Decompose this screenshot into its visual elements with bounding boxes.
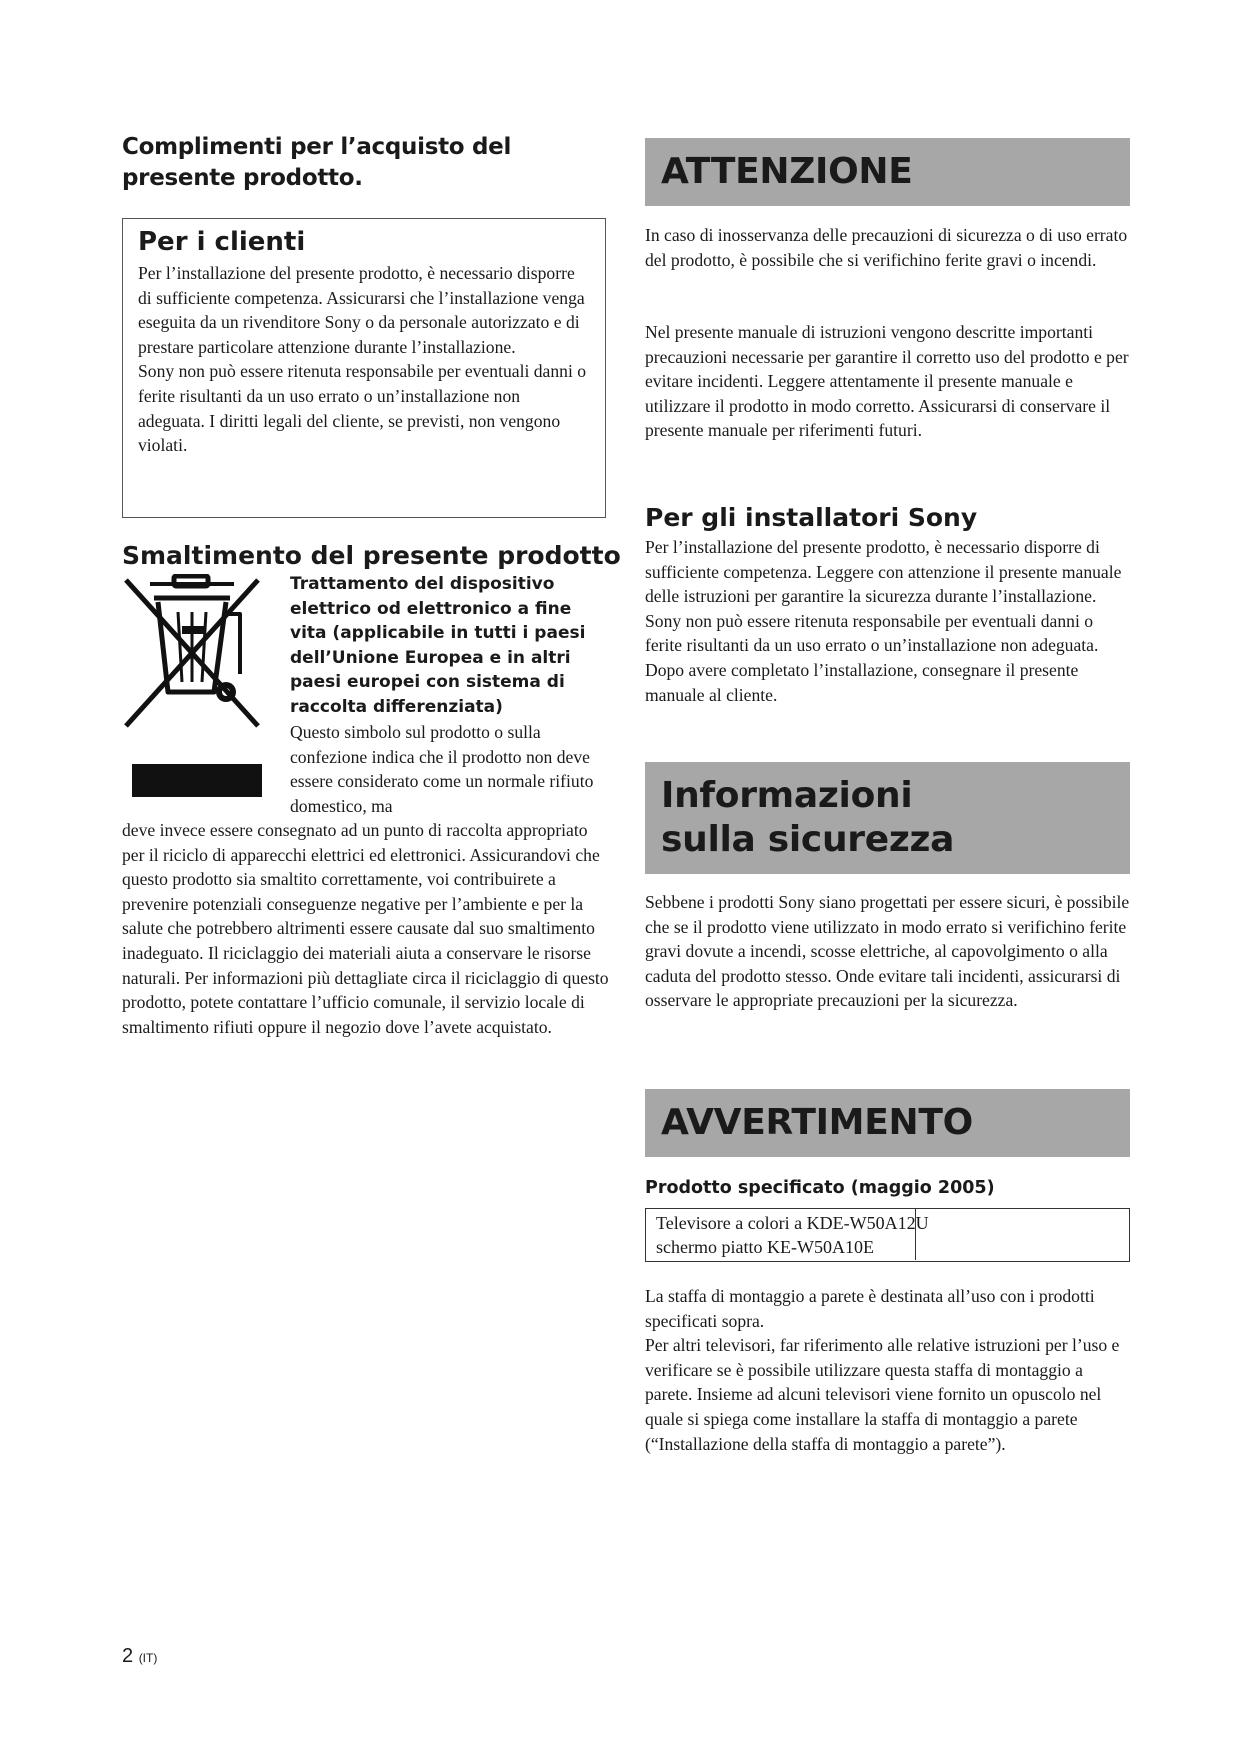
page-number (122, 1644, 157, 1670)
intro-title: Complimenti per l’acquisto del presente prodotto. (122, 134, 512, 191)
product-table (645, 1208, 1130, 1262)
crossed-out-wheelie-bin-icon (122, 574, 262, 734)
weee-subheading: Trattamento del dispositivo elettrico od elettronico a fine vita (applicabile in tutti i paesi dell’Unione Europea e in altri paesi europei con sistema di raccolta differenziata) (290, 574, 586, 717)
attenzione-banner-title: ATTENZIONE (661, 151, 913, 192)
product-line-2: schermo piatto KE-W50A10E (656, 1237, 874, 1257)
installatori-paragraph: Per l’installazione del presente prodotto, è necessario disporre di sufficiente competenza. Leggere con attenzione il presente manuale delle istruzioni per garantire la sicurezza durante l’installazione. Sony non può essere ritenuta responsabile per eventuali danni o ferite risultanti da un uso errato o un’installazione non adeguata. Dopo avere completato l’installazione, consegnare il presente manuale al cliente. (645, 537, 1122, 705)
avvertimento-paragraph-2: Per altri televisori, far riferimento alle relative istruzioni per l’uso e verificare se è possibile utilizzare questa staffa di montaggio a parete. Insieme ad alcuni televisori viene fornito un opuscolo nel quale si spiega come installare la staffa di montaggio a parete (“Installazione della staffa di montaggio a parete”). (645, 1335, 1120, 1454)
avvertimento-banner-title: AVVERTIMENTO (661, 1102, 973, 1143)
weee-paragraph-continued: deve invece essere consegnato ad un punto di raccolta appropriato per il riciclo di apparecchi elettrici ed elettronici. Assicurandovi che questo prodotto sia smaltito correttamente, voi contribuirete a prevenire potenziali conseguenze negative per l’ambiente e per la salute che potrebbero altrimenti essere causate dal suo smaltimento inadeguato. Il riciclaggio dei materiali aiuta a conservare le risorse naturali. Per informazioni più dettagliate circa il riciclaggio di questo prodotto, potete contattare l’ufficio comunale, il servizio locale di smaltimento rifiuti oppure il negozio dove l’avete acquistato. (122, 820, 609, 1037)
avvertimento-text (645, 1284, 1130, 1456)
clienti-box (122, 218, 606, 518)
clienti-heading: Per i clienti (138, 227, 306, 257)
avvertimento-banner (645, 1089, 1130, 1157)
page-language-code: (IT) (138, 1651, 158, 1665)
avvertimento-paragraph-1: La staffa di montaggio a parete è destinata all’uso con i prodotti specificati sopra. (645, 1286, 1095, 1331)
smaltimento-heading: Smaltimento del presente prodotto (122, 541, 621, 570)
product-cell (646, 1209, 929, 1260)
sicurezza-banner (645, 762, 1130, 874)
installatori-heading: Per gli installatori Sony (645, 503, 978, 532)
sicurezza-banner-title: Informazioni sulla sicurezza (661, 775, 955, 860)
weee-black-bar (132, 764, 262, 797)
attenzione-banner (645, 138, 1130, 206)
attenzione-paragraph-2: Nel presente manuale di istruzioni vengono descritte importanti precauzioni necessarie per garantire il corretto uso del prodotto e per evitare incidenti. Leggere attentamente il presente manuale e utilizzare il prodotto in modo corretto. Assicurarsi di conservare il presente manuale per riferimenti futuri. (645, 322, 1129, 441)
clienti-paragraph-2: Sony non può essere ritenuta responsabile per eventuali danni o ferite risultanti da un uso errato o un’installazione non adeguata. I diritti legali del cliente, se previsti, non vengono violati. (138, 361, 587, 456)
attenzione-paragraph-1: In caso di inosservanza delle precauzioni di sicurezza o di uso errato del prodotto, è possibile che si verifichino ferite gravi o incendi. (645, 225, 1128, 270)
product-line-1: Televisore a colori a KDE-W50A12U (656, 1213, 929, 1233)
weee-paragraph-start: Questo simbolo sul prodotto o sulla confezione indica che il prodotto non deve essere considerato come un normale rifiuto domestico, ma (290, 722, 594, 816)
product-heading: Prodotto specificato (maggio 2005) (645, 1178, 995, 1198)
page-number-value: 2 (122, 1645, 134, 1667)
sicurezza-paragraph: Sebbene i prodotti Sony siano progettati per essere sicuri, è possibile che se il prodotto viene utilizzato in modo errato si verifichino ferite gravi dovute a incendi, scosse elettriche, al capovolgimento o alla caduta del prodotto stesso. Onde evitare tali incidenti, assicurarsi di osservare le appropriate precauzioni per la sicurezza. (645, 892, 1130, 1011)
clienti-paragraph-1: Per l’installazione del presente prodotto, è necessario disporre di sufficiente competenza. Assicurarsi che l’installazione venga eseguita da un rivenditore Sony o da personale autorizzato e di prestare particolare attenzione durante l’installazione. (138, 263, 585, 357)
